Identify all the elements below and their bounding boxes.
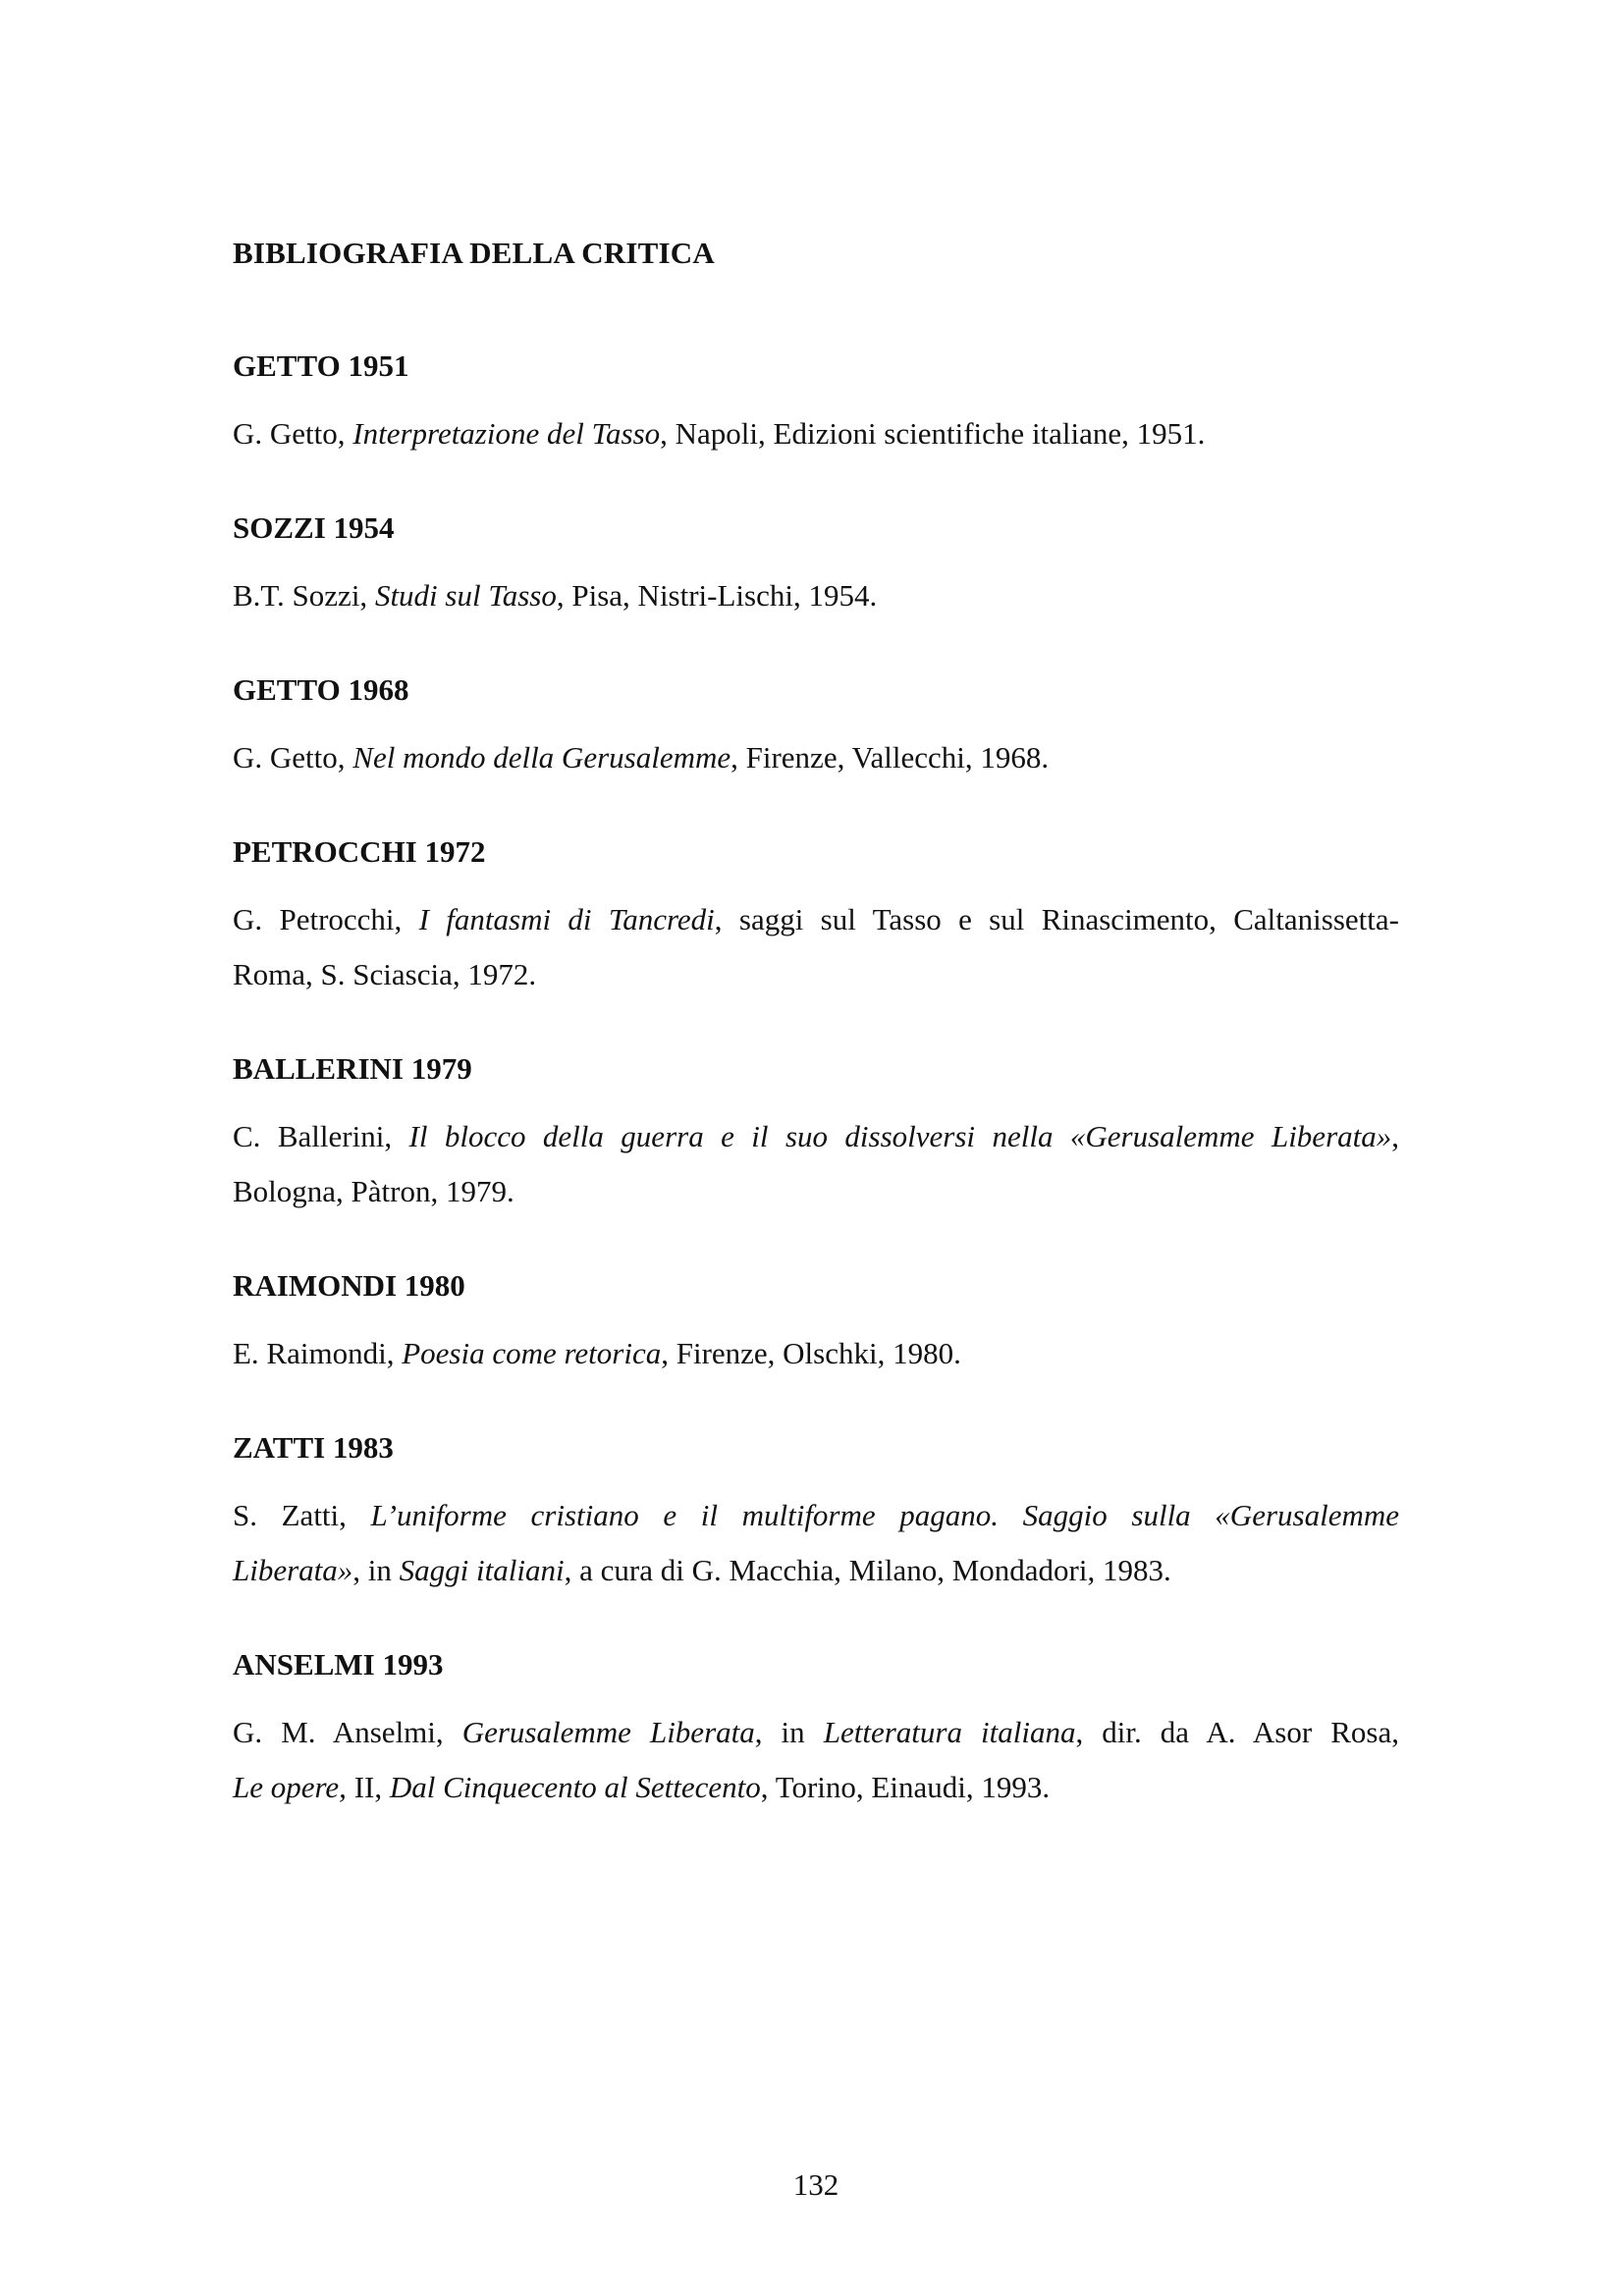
entry-key: ANSELMI 1993 [233, 1647, 444, 1682]
citation-line [233, 1326, 1399, 1381]
citation-line [233, 406, 1399, 461]
bibliography-entry [233, 1430, 1399, 1598]
citation-segment: E. Raimondi, [233, 1336, 403, 1370]
bibliography-entry [233, 348, 1399, 461]
citation-segment: , in [754, 1715, 824, 1749]
citation-line [233, 1543, 1399, 1598]
citation-segment: C. Ballerini, [233, 1119, 409, 1153]
entry-citation [233, 568, 1399, 623]
entry-key: ZATTI 1983 [233, 1430, 394, 1465]
citation-title-segment: Gerusalemme Liberata [461, 1715, 755, 1749]
citation-title-segment: Saggi italiani [399, 1553, 565, 1587]
bibliography-entry [233, 834, 1399, 1002]
citation-title-segment: Interpretazione del Tasso [352, 416, 661, 451]
citation-segment: , saggi sul Tasso e sul Rinascimento, Caltanissetta- [714, 902, 1399, 936]
citation-segment: , dir. da A. Asor Rosa, [1075, 1715, 1399, 1749]
entry-citation [233, 730, 1399, 785]
citation-line [233, 1109, 1399, 1164]
citation-segment: , Napoli, Edizioni scientifiche italiane, 1951. [660, 416, 1206, 451]
entry-citation [233, 892, 1399, 1002]
citation-segment: , in [352, 1553, 400, 1587]
citation-segment: , Firenze, Vallecchi, 1968. [730, 740, 1050, 774]
citation-line [233, 1760, 1399, 1815]
entry-key: SOZZI 1954 [233, 510, 395, 545]
citation-segment: G. Petrocchi, [233, 902, 419, 936]
entry-citation [233, 1705, 1399, 1815]
entry-key: GETTO 1951 [233, 348, 409, 383]
citation-title-segment: L’uniforme cristiano e il multiforme pagano. Saggio sulla «Gerusalemme [370, 1498, 1399, 1532]
bibliography-list [233, 348, 1399, 1864]
citation-title-segment: Nel mondo della Gerusalemme [352, 740, 731, 774]
entry-key: GETTO 1968 [233, 672, 409, 707]
citation-segment: Roma, S. Sciascia, 1972. [233, 957, 537, 991]
citation-line [233, 568, 1399, 623]
bibliography-entry [233, 510, 1399, 623]
citation-segment: , Firenze, Olschki, 1980. [661, 1336, 961, 1370]
citation-segment: , Pisa, Nistri-Lischi, 1954. [556, 578, 878, 613]
citation-title-segment: Studi sul Tasso [374, 578, 557, 613]
citation-line [233, 892, 1399, 947]
citation-line [233, 730, 1399, 785]
document-page [233, 0, 1399, 2296]
citation-segment: G. Getto, [233, 740, 353, 774]
bibliography-entry [233, 672, 1399, 785]
citation-line [233, 947, 1399, 1002]
entry-citation [233, 406, 1399, 461]
citation-segment: , a cura di G. Macchia, Milano, Mondadori, 1983. [564, 1553, 1171, 1587]
citation-title-segment: Poesia come retorica [402, 1336, 662, 1370]
citation-title-segment: Liberata» [233, 1553, 353, 1587]
entry-citation [233, 1488, 1399, 1598]
citation-segment: G. M. Anselmi, [233, 1715, 462, 1749]
citation-segment: G. Getto, [233, 416, 353, 451]
entry-key: BALLERINI 1979 [233, 1051, 472, 1086]
citation-segment: II, [353, 1770, 390, 1804]
citation-title-segment: Dal Cinquecento al Settecento [389, 1770, 761, 1804]
citation-segment: , [1391, 1119, 1399, 1153]
section-title: BIBLIOGRAFIA DELLA CRITICA [233, 236, 715, 270]
citation-segment: S. Zatti, [233, 1498, 371, 1532]
citation-segment: Bologna, Pàtron, 1979. [233, 1174, 514, 1208]
citation-line [233, 1488, 1399, 1543]
entry-citation [233, 1326, 1399, 1381]
entry-key: RAIMONDI 1980 [233, 1268, 465, 1303]
citation-title-segment: Letteratura italiana [823, 1715, 1076, 1749]
bibliography-entry [233, 1268, 1399, 1381]
citation-segment: B.T. Sozzi, [233, 578, 375, 613]
entry-citation [233, 1109, 1399, 1219]
bibliography-entry [233, 1647, 1399, 1815]
citation-segment: , Torino, Einaudi, 1993. [760, 1770, 1051, 1804]
entry-key: PETROCCHI 1972 [233, 834, 486, 869]
page-number: 132 [792, 2167, 839, 2202]
citation-title-segment: Le opere, [233, 1770, 354, 1804]
citation-line [233, 1705, 1399, 1760]
citation-title-segment: I fantasmi di Tancredi [418, 902, 715, 936]
citation-line [233, 1164, 1399, 1219]
bibliography-entry [233, 1051, 1399, 1219]
citation-title-segment: Il blocco della guerra e il suo dissolversi nella «Gerusalemme Liberata» [408, 1119, 1392, 1153]
